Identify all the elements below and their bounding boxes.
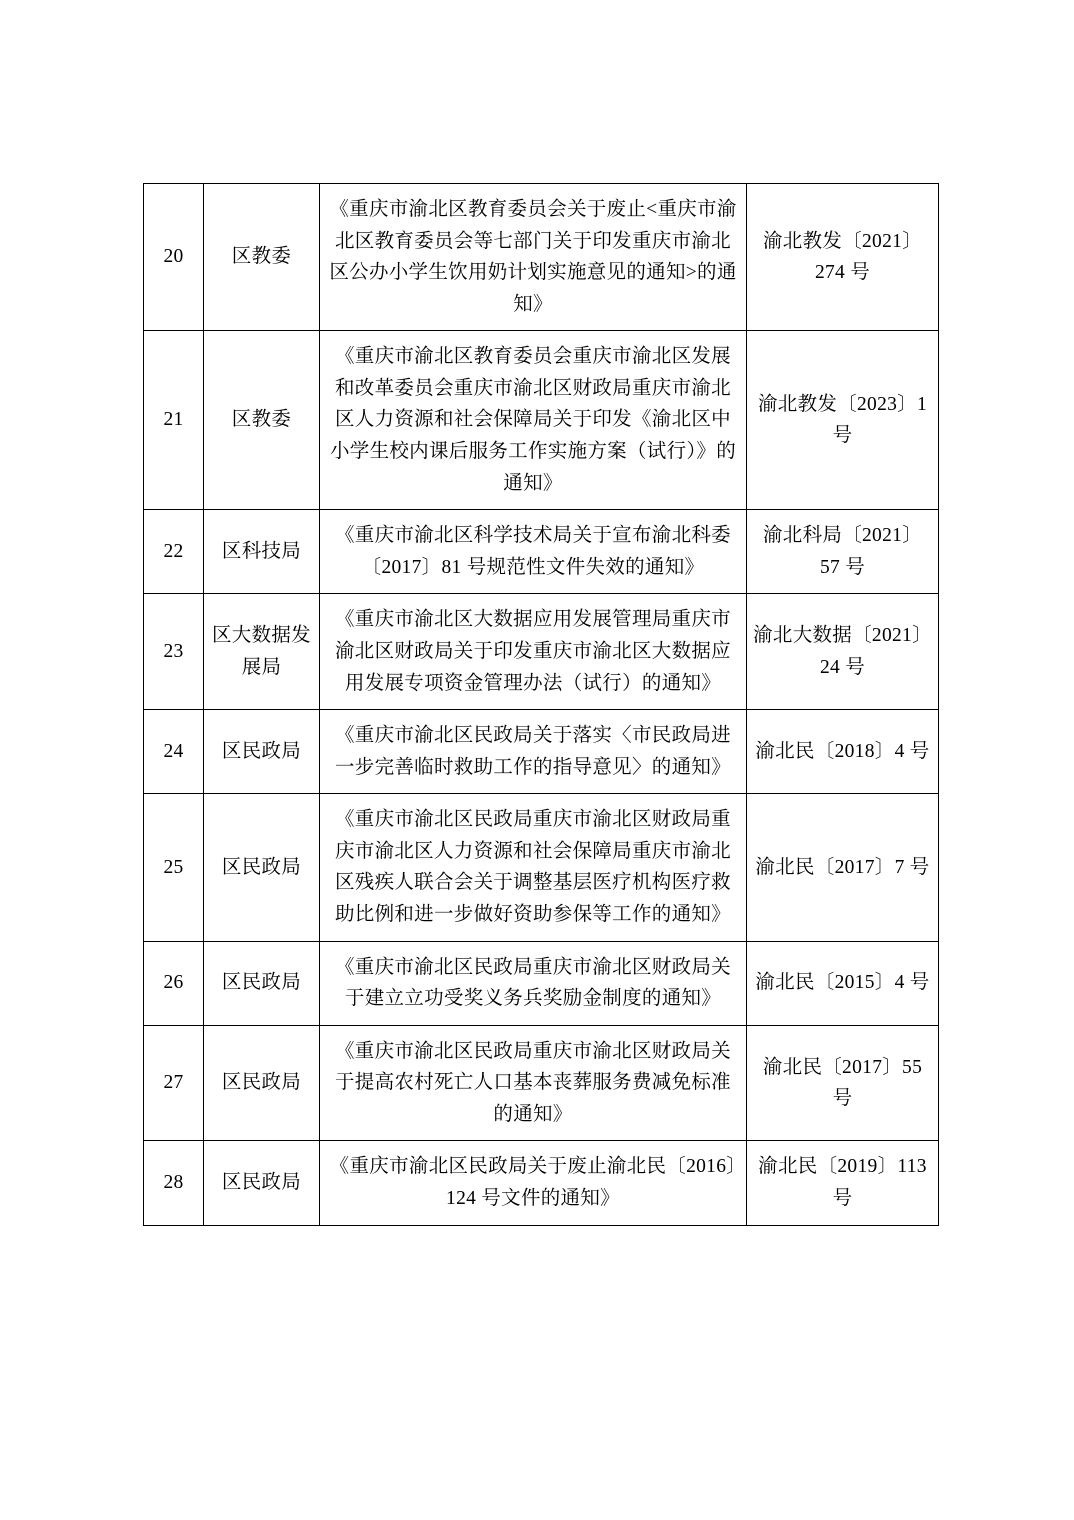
row-document-number: 渝北教发〔2023〕1 号 (747, 331, 939, 510)
row-title: 《重庆市渝北区民政局关于落实〈市民政局进一步完善临时救助工作的指导意见〉的通知》 (320, 710, 747, 794)
row-index: 23 (144, 594, 204, 710)
table-row (144, 941, 939, 1025)
row-title: 《重庆市渝北区教育委员会重庆市渝北区发展和改革委员会重庆市渝北区财政局重庆市渝北区人力资源和社会保障局关于印发《渝北区中小学生校内课后服务工作实施方案（试行）》的通知》 (320, 331, 747, 510)
regulatory-documents-table-wrapper (143, 183, 938, 1226)
row-department: 区大数据发展局 (204, 594, 320, 710)
row-department: 区教委 (204, 184, 320, 331)
row-department: 区民政局 (204, 794, 320, 941)
row-title: 《重庆市渝北区教育委员会关于废止<重庆市渝北区教育委员会等七部门关于印发重庆市渝北区公办小学生饮用奶计划实施意见的通知>的通知》 (320, 184, 747, 331)
table-row (144, 794, 939, 941)
row-index: 24 (144, 710, 204, 794)
row-department: 区民政局 (204, 1025, 320, 1141)
row-title: 《重庆市渝北区民政局重庆市渝北区财政局关于建立立功受奖义务兵奖励金制度的通知》 (320, 941, 747, 1025)
row-document-number: 渝北民〔2018〕4 号 (747, 710, 939, 794)
row-document-number: 渝北民〔2017〕55 号 (747, 1025, 939, 1141)
row-document-number: 渝北教发〔2021〕274 号 (747, 184, 939, 331)
table-row (144, 510, 939, 594)
row-title: 《重庆市渝北区大数据应用发展管理局重庆市渝北区财政局关于印发重庆市渝北区大数据应用发展专项资金管理办法（试行）的通知》 (320, 594, 747, 710)
row-department: 区民政局 (204, 1141, 320, 1225)
row-index: 22 (144, 510, 204, 594)
table-row (144, 184, 939, 331)
row-index: 25 (144, 794, 204, 941)
row-title: 《重庆市渝北区民政局关于废止渝北民〔2016〕124 号文件的通知》 (320, 1141, 747, 1225)
row-index: 26 (144, 941, 204, 1025)
row-title: 《重庆市渝北区民政局重庆市渝北区财政局重庆市渝北区人力资源和社会保障局重庆市渝北区残疾人联合会关于调整基层医疗机构医疗救助比例和进一步做好资助参保等工作的通知》 (320, 794, 747, 941)
row-document-number: 渝北民〔2019〕113 号 (747, 1141, 939, 1225)
row-document-number: 渝北科局〔2021〕57 号 (747, 510, 939, 594)
row-department: 区民政局 (204, 941, 320, 1025)
table-row (144, 710, 939, 794)
row-index: 21 (144, 331, 204, 510)
row-department: 区民政局 (204, 710, 320, 794)
table-row (144, 594, 939, 710)
row-title: 《重庆市渝北区科学技术局关于宣布渝北科委〔2017〕81 号规范性文件失效的通知》 (320, 510, 747, 594)
row-index: 20 (144, 184, 204, 331)
regulatory-documents-table (143, 183, 939, 1226)
table-row (144, 331, 939, 510)
row-index: 28 (144, 1141, 204, 1225)
row-document-number: 渝北民〔2017〕7 号 (747, 794, 939, 941)
row-document-number: 渝北大数据〔2021〕24 号 (747, 594, 939, 710)
row-document-number: 渝北民〔2015〕4 号 (747, 941, 939, 1025)
row-department: 区科技局 (204, 510, 320, 594)
row-index: 27 (144, 1025, 204, 1141)
row-department: 区教委 (204, 331, 320, 510)
table-row (144, 1141, 939, 1225)
row-title: 《重庆市渝北区民政局重庆市渝北区财政局关于提高农村死亡人口基本丧葬服务费减免标准的通知》 (320, 1025, 747, 1141)
table-row (144, 1025, 939, 1141)
